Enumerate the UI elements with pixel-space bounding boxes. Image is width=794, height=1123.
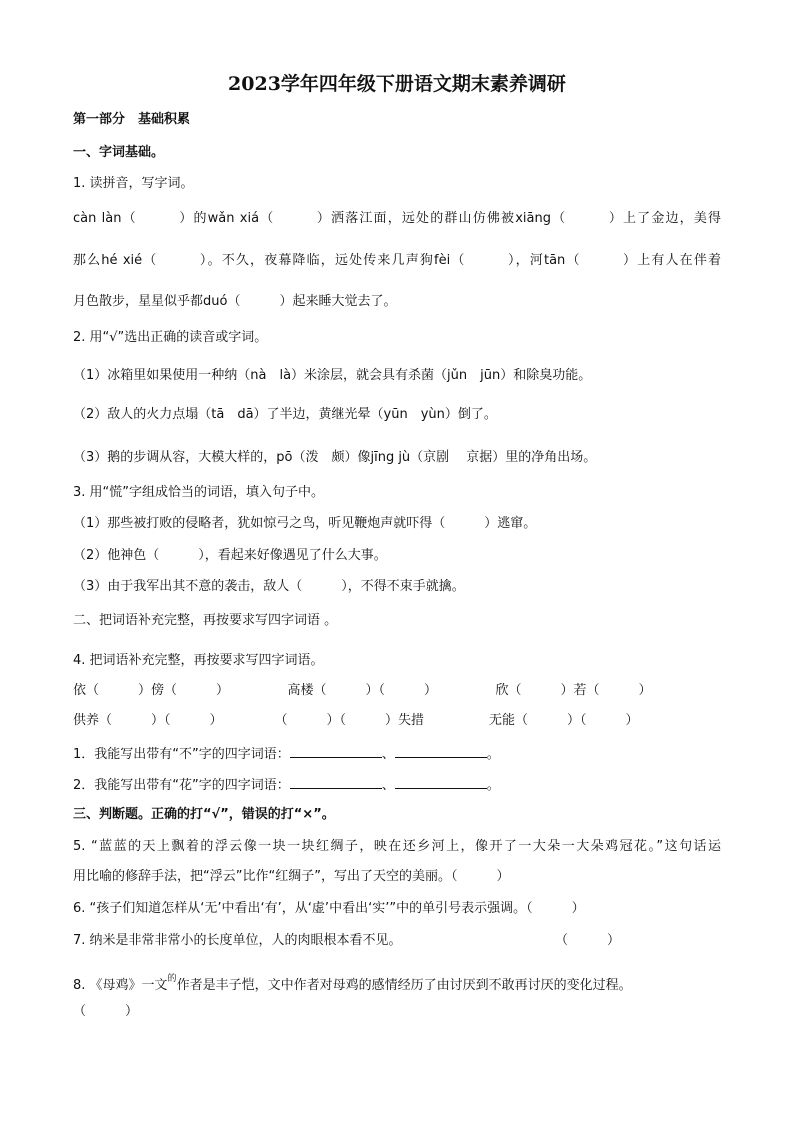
q1-line-3: 月色散步，星星似乎都duó（ ）起来睡大觉去了。 <box>73 294 397 309</box>
q1-stem: 1. 读拼音，写字词。 <box>73 176 194 191</box>
q1-line-2: 那么hé xié（ ）。不久，夜幕降临，远处传来几声狗fèi（ ），河tān（ ）上有人在伴着 <box>73 253 721 268</box>
q4-sub-1-text: 1．我能写出带有“不”字的四字词语： <box>73 747 290 762</box>
q4-sub-1: 1．我能写出带有“不”字的四字词语： 、 。 <box>73 747 500 762</box>
answer-blank[interactable] <box>395 776 487 789</box>
q6: 6. “孩子们知道怎样从‘无’中看出‘有’，从‘虚’中看出‘实’”中的单引号表示强调。（ ） <box>73 901 585 916</box>
section-heading-2: 二、把词语补充完整，再按要求写四字词语 。 <box>73 613 338 628</box>
q2-stem: 2. 用“√”选出正确的读音或字词。 <box>73 330 268 345</box>
q8: 8. 《母鸡》一文$^的$作者是丰子恺，文中作者对母鸡的感情经历了由讨厌到不敢再讨厌的变化过程。 <box>73 974 632 993</box>
q1-line-1: càn làn（ ）的wǎn xiá（ ）洒落江面，远处的群山仿佛被xiāng（ ）上了金边，美得 <box>73 211 721 226</box>
q4-sub-2-text: 2．我能写出带有“花”字的四字词语： <box>73 778 290 793</box>
answer-blank[interactable] <box>290 776 382 789</box>
q4-stem: 4. 把词语补充完整，再按要求写四字词语。 <box>73 653 324 668</box>
section-heading-3: 三、判断题。正确的打“√”，错误的打“×”。 <box>73 807 335 822</box>
answer-blank[interactable] <box>290 745 382 758</box>
q3-item-1: （1）那些被打败的侵略者，犹如惊弓之鸟，听见鞭炮声就吓得（ ）逃窜。 <box>73 516 537 531</box>
q3-stem: 3. 用“慌”字组成恰当的词语，填入句子中。 <box>73 485 325 500</box>
part-heading: 第一部分 基础积累 <box>73 112 191 127</box>
q5-line-2: 用比喻的修辞手法，把“浮云”比作“红绸子”，写出了天空的美丽。（ ） <box>73 869 510 884</box>
q7-answer-paren: （ ） <box>555 933 621 948</box>
section-heading-1: 一、字词基础。 <box>73 145 165 160</box>
page-title: 2023学年四年级下册语文期末素养调研 <box>228 73 566 95</box>
q3-item-2: （2）他神色（ ），看起来好像遇见了什么大事。 <box>73 548 387 563</box>
q5-line-1: 5. “蓝蓝的天上飘着的浮云像一块一块红绸子，映在还乡河上，像开了一大朵一大朵鸡冠花。”这句话运 <box>73 839 721 854</box>
q4-row-1: 依（ ）傍（ ） 高楼（ ）（ ） 欣（ ）若（ ） <box>73 683 652 698</box>
answer-blank[interactable] <box>395 745 487 758</box>
q2-item-3: （3）鹅的步调从容，大模大样的，pō（泼 颇）像jīng jù（京剧 京据）里的净角出场。 <box>73 450 597 465</box>
q8-answer-paren: （ ） <box>73 1004 139 1019</box>
q2-item-2: （2）敌人的火力点塌（tā dā）了半边，黄继光晕（yūn yùn）倒了。 <box>73 407 497 422</box>
q4-sub-2: 2．我能写出带有“花”字的四字词语： 、 。 <box>73 778 500 793</box>
q3-item-3: （3）由于我军出其不意的袭击，敌人（ ），不得不束手就擒。 <box>73 579 465 594</box>
q7 <box>73 933 721 949</box>
q2-item-1: （1）冰箱里如果使用一种纳（nà là）米涂层，就会具有杀菌（jǔn jūn）和除臭功能。 <box>73 368 592 383</box>
q4-row-2: 供养（ ）（ ） （ ）（ ）失措 无能（ ）（ ） <box>73 713 639 728</box>
q7-text: 7. 纳米是非常非常小的长度单位，人的肉眼根本看不见。 <box>73 933 402 948</box>
